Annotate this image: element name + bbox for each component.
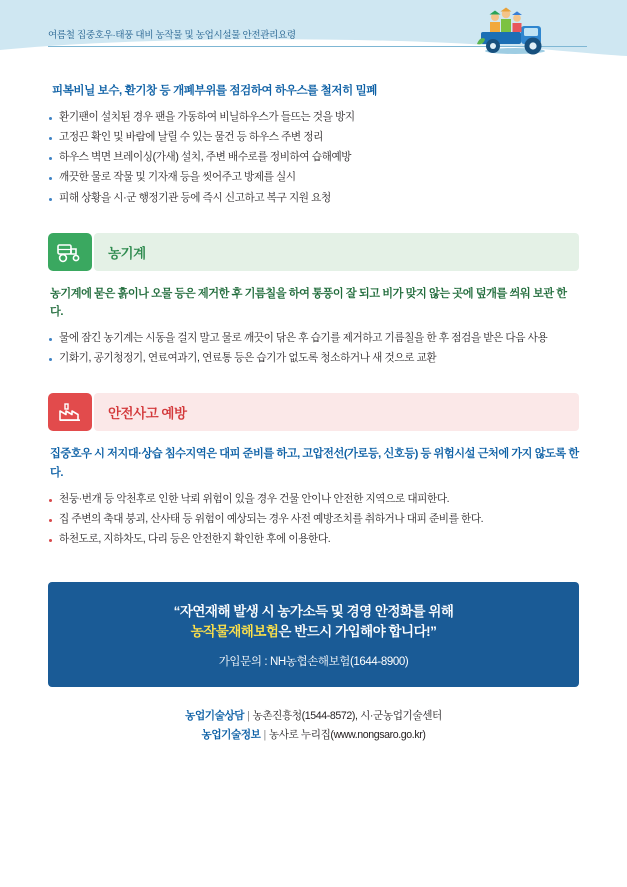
footer-label: 농업기술정보: [201, 728, 261, 741]
intro-lead: 피복비닐 보수, 환기창 등 개폐부위를 점검하여 하우스를 철저히 밀폐: [52, 85, 378, 97]
footer-contacts: [0, 707, 627, 744]
section-title: 안전사고 예방: [108, 406, 187, 422]
insurance-promo-box: [48, 582, 579, 687]
intro-block: [48, 82, 579, 207]
footer-label: 농업기술상담: [185, 710, 245, 723]
list-item: 집 주변의 축대 붕괴, 산사태 등 위험이 예상되는 경우 사전 예방조치를 취하거나 대피 준비를 한다.: [48, 511, 579, 528]
tractor-illustration-icon: [471, 4, 555, 56]
footer-value: 농촌진흥청(1544-8572), 시·군농업기술센터: [252, 710, 442, 723]
section-title: 농기계: [108, 245, 146, 261]
section-header-safety: [48, 393, 579, 431]
list-item: 하우스 벽면 브레이싱(가새) 설치, 주변 배수로를 정비하여 습해예방: [48, 149, 579, 166]
factory-safety-icon: [48, 393, 92, 431]
intro-bullet-list: [48, 109, 579, 207]
list-item: 피해 상황을 시·군 행정기관 등에 즉시 신고하고 복구 지원 요청: [48, 190, 579, 207]
list-item: 고정끈 확인 및 바람에 날릴 수 있는 물건 등 하우스 주변 정리: [48, 129, 579, 146]
footer-separator: |: [247, 710, 250, 723]
promo-line-1: “자연재해 발생 시 농가소득 및 경영 안정화를 위해: [173, 604, 454, 620]
section-body-machinery: [48, 285, 579, 368]
footer-separator: |: [263, 728, 266, 741]
footer-row: [0, 726, 627, 745]
tractor-icon: [48, 233, 92, 271]
section-header-background: [94, 233, 579, 271]
list-item: 하천도로, 지하차도, 다리 등은 안전한지 확인한 후에 이용한다.: [48, 531, 579, 548]
promo-line-2: [58, 622, 569, 642]
facility-glyph: [57, 401, 83, 423]
list-item: 물에 잠긴 농기계는 시동을 걸지 말고 물로 깨끗이 닦은 후 습기를 제거하고 기름칠을 한 후 점검을 받은 다음 사용: [48, 330, 579, 347]
section-machinery: [48, 233, 579, 368]
machinery-bullet-list: [48, 330, 579, 367]
section-paragraph: 농기계에 묻은 흙이나 오물 등은 제거한 후 기름칠을 하여 통풍이 잘 되고 비가 맞지 않는 곳에 덮개를 씌워 보관 한다.: [50, 287, 567, 318]
list-item: 깨끗한 물로 작물 및 기자재 등을 씻어주고 방제를 실시: [48, 169, 579, 186]
list-item: 기화기, 공기청정기, 연료여과기, 연료통 등은 습기가 없도록 청소하거나 새 것으로 교환: [48, 350, 579, 367]
section-body-safety: [48, 445, 579, 548]
page-content: [0, 56, 627, 548]
section-safety: [48, 393, 579, 548]
header-title: 여름철 집중호우·태풍 대비 농작물 및 농업시설물 안전관리요령: [48, 30, 296, 41]
list-item: 환기팬이 설치된 경우 팬을 가동하여 비닐하우스가 들뜨는 것을 방지: [48, 109, 579, 126]
promo-highlight: 농작물재해보험: [190, 623, 279, 639]
footer-row: [0, 707, 627, 726]
page-header: [0, 0, 627, 56]
section-paragraph: 집중호우 시 저지대·상습 침수지역은 대피 준비를 하고, 고압전선(가로등, 신호등) 등 위험시설 근처에 가지 않도록 한다.: [50, 448, 579, 479]
footer-value: 농사로 누리집(www.nongsaro.go.kr): [268, 728, 426, 741]
tractor-glyph: [56, 241, 84, 263]
safety-bullet-list: [48, 491, 579, 548]
list-item: 천둥·번개 등 악천후로 인한 낙뢰 위험이 있을 경우 건물 안이나 안전한 지역으로 대피한다.: [48, 491, 579, 508]
section-header-machinery: [48, 233, 579, 271]
promo-contact: 가입문의 : NH농협손해보험(1644-8900): [218, 656, 409, 669]
promo-line-2-rest: 은 반드시 가입해야 합니다!”: [278, 623, 437, 639]
